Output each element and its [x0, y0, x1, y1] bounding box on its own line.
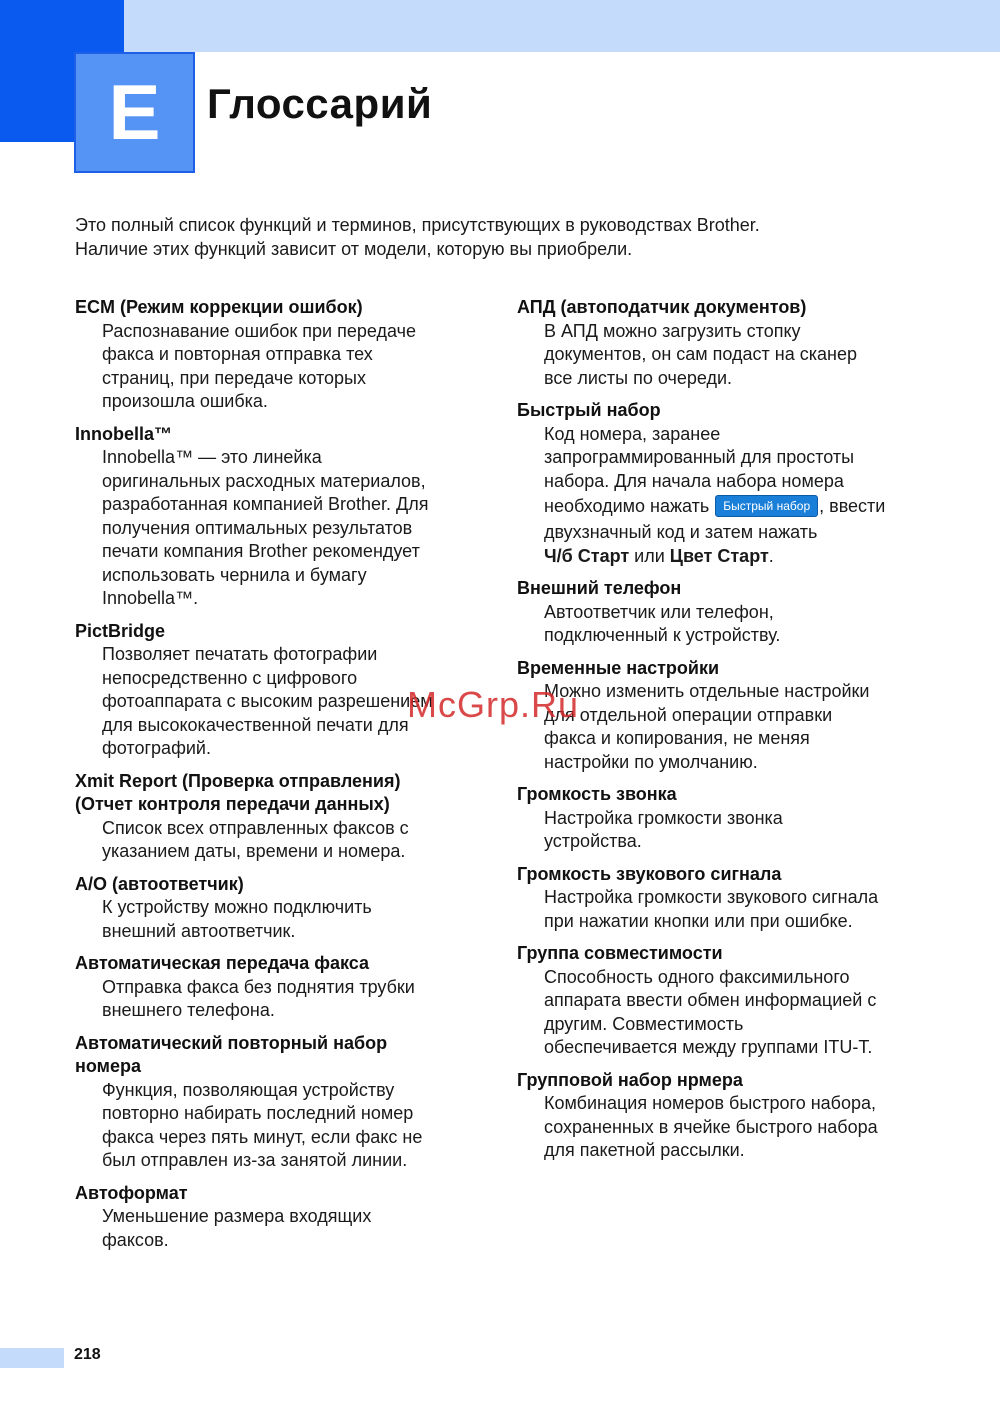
- glossary-entry: [517, 296, 937, 390]
- glossary-definition: Настройка громкости звонка устройства.: [544, 807, 783, 851]
- glossary-definition: Автоответчик или телефон, подключенный к устройству.: [544, 601, 781, 645]
- definition-text: .: [768, 545, 774, 566]
- glossary-term: Внешний телефон: [517, 578, 682, 598]
- glossary-definition: Позволяет печатать фотографии непосредственно с цифрового фотоаппарата с высоким разрешением для высококачественной печати для фотографий.: [102, 644, 433, 758]
- glossary-definition: Комбинация номеров быстрого набора, сохраненных в ячейке быстрого набора для пакетной рассылки.: [544, 1093, 878, 1160]
- page-title: Глоссарий: [207, 80, 433, 127]
- intro-line-1: Это полный список функций и терминов, присутствующих в руководствах Brother.: [75, 215, 760, 235]
- glossary-definition: Можно изменить отдельные настройки для отдельной операции отправки факса и копирования, не меняя настройки по умолчанию.: [544, 681, 870, 772]
- page-number: 218: [74, 1346, 101, 1363]
- glossary-definition: Уменьшение размера входящих факсов.: [102, 1206, 372, 1250]
- glossary-term: PictBridge: [75, 620, 166, 641]
- glossary-term: Групповой набор нрмера: [517, 1069, 743, 1090]
- glossary-entry: [75, 770, 495, 864]
- glossary-definition: К устройству можно подключить внешний автоответчик.: [102, 897, 372, 941]
- speed-dial-key-button: Быстрый набор: [715, 495, 818, 517]
- glossary-entry: [75, 423, 495, 611]
- glossary-term: Автоматический повторный набор номера: [75, 1032, 388, 1076]
- definition-text: Код номера, заранее запрограммированный для простоты набора. Для начала набора номера необходимо нажать: [544, 423, 855, 516]
- chapter-letter: E: [74, 52, 195, 173]
- glossary-definition: Список всех отправленных факсов с указанием даты, времени и номера.: [102, 817, 409, 861]
- footer-band: [0, 1348, 64, 1368]
- glossary-entry: [75, 873, 495, 944]
- glossary-entry: [517, 783, 937, 854]
- intro-text: [75, 214, 935, 261]
- glossary-term: Временные настройки: [517, 657, 720, 678]
- glossary-definition: Распознавание ошибок при передаче факса и повторная отправка тех страниц, при передаче которых произошла ошибка.: [102, 320, 416, 411]
- glossary-definition: Функция, позволяющая устройству повторно набирать последний номер факса через пять минут, если факс не был отправлен из-за занятой линии.: [102, 1079, 423, 1170]
- glossary-entry: [75, 1182, 495, 1253]
- glossary-entry: [75, 1032, 495, 1173]
- mono-start-key-label: Ч/б Старт: [544, 545, 630, 566]
- glossary-definition: [544, 423, 937, 569]
- glossary-definition: Способность одного факсимильного аппарата ввести обмен информацией с другим. Совместимость обеспечивается между группами ITU-T.: [544, 966, 877, 1057]
- glossary-entry: [517, 399, 937, 568]
- glossary-term: Автоформат: [75, 1182, 188, 1203]
- top-band-light: [124, 0, 1000, 52]
- glossary-definition: Настройка громкости звукового сигнала при нажатии кнопки или при ошибке.: [544, 887, 879, 931]
- glossary-term: ECM (Режим коррекции ошибок): [75, 297, 363, 317]
- glossary-term: Громкость звонка: [517, 784, 677, 804]
- glossary-entry: [75, 296, 495, 414]
- glossary-entry: [517, 942, 937, 1060]
- glossary-definition: В АПД можно загрузить стопку документов, он сам подаст на сканер все листы по очереди.: [544, 320, 857, 388]
- top-band-dark: [0, 0, 124, 52]
- watermark: McGrp.Ru: [407, 684, 580, 725]
- glossary-term: А/О (автоответчик): [75, 873, 244, 894]
- glossary-term: Быстрый набор: [517, 400, 661, 420]
- glossary-entry: [517, 1069, 937, 1163]
- glossary-term: Громкость звукового сигнала: [517, 863, 782, 884]
- glossary-left-column: [75, 296, 495, 1261]
- side-strip: [0, 52, 74, 142]
- glossary-right-column: [517, 296, 937, 1172]
- glossary-term: Xmit Report (Проверка отправления) (Отчет контроля передачи данных): [75, 770, 401, 814]
- glossary-entry: [517, 657, 937, 775]
- glossary-term: АПД (автоподатчик документов): [517, 297, 807, 317]
- glossary-definition: Innobella™ — это линейка оригинальных расходных материалов, разработанная компанией Brother. Для получения оптимальных результатов печати компания Brother рекомендует использовать чернила и бумагу Innobella™.: [102, 447, 429, 608]
- colour-start-key-label: Цвет Старт: [669, 545, 769, 566]
- intro-line-2: Наличие этих функций зависит от модели, которую вы приобрели.: [75, 238, 633, 259]
- definition-text: , ввести двухзначный код и затем нажать: [544, 495, 886, 542]
- glossary-term: Группа совместимости: [517, 943, 723, 963]
- glossary-entry: [75, 952, 495, 1023]
- glossary-term: Innobella™: [75, 423, 173, 444]
- definition-text: или: [629, 545, 670, 566]
- glossary-entry: [517, 577, 937, 648]
- glossary-entry: [517, 863, 937, 934]
- glossary-definition: Отправка факса без поднятия трубки внешнего телефона.: [102, 976, 415, 1020]
- glossary-term: Автоматическая передача факса: [75, 953, 370, 973]
